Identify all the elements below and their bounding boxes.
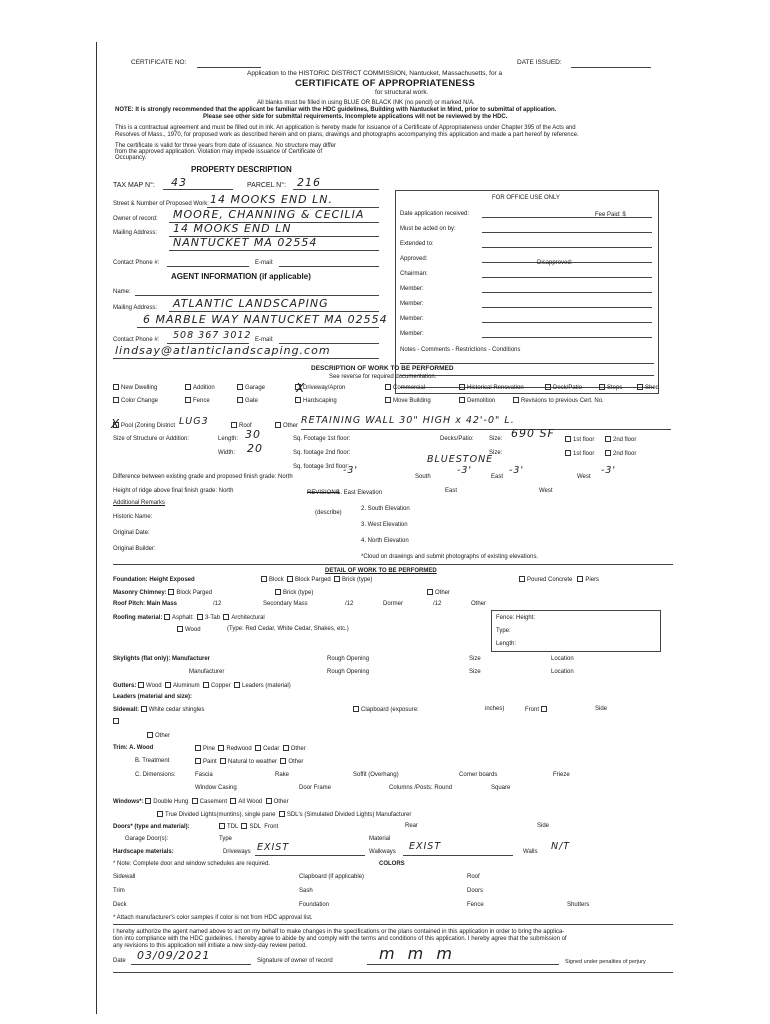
- office-row-field[interactable]: [482, 217, 652, 218]
- attach-note: * Attach manufacturer's color samples if color is not from HDC approval list.: [113, 915, 313, 921]
- color-trim: Trim: [113, 888, 125, 894]
- color-deck: Deck: [113, 902, 127, 908]
- office-row-label: Member:: [400, 331, 424, 337]
- signature-value[interactable]: m m m: [379, 944, 456, 963]
- authorization-text-1: I hereby authorize the agent named above to act on my behalf to make changes in the specifications or the plans contained in this application in order to bring the applica-: [113, 929, 565, 935]
- side-label: Side: [595, 706, 608, 712]
- mailing-value-2[interactable]: NANTUCKET MA 02554: [173, 236, 318, 249]
- ink-note: All blanks must be filled in using BLUE OR BLACK INK (no pencil) or marked N/A.: [257, 100, 475, 106]
- length-label: Length:: [218, 436, 239, 442]
- agent-email-line-2: [113, 358, 379, 359]
- garage-type: Type: [219, 836, 233, 842]
- work-type-checkbox[interactable]: Driveway/Apron: [295, 384, 345, 391]
- roofing-row: Roofing material: Asphalt: 3-Tab Architectural: [113, 615, 265, 621]
- grade-label: Difference between existing grade and proposed finish grade: North: [113, 474, 293, 480]
- secondary-per12: /12: [345, 601, 354, 607]
- color-sash: Sash: [299, 888, 313, 894]
- work-subheading: See reverse for required documentation.: [329, 374, 437, 380]
- office-row-label: Must be acted on by:: [400, 226, 456, 232]
- form-subtitle: for structural work.: [375, 89, 429, 96]
- trim-c-label: C. Dimensions:: [135, 772, 176, 778]
- original-builder-label: Original Builder:: [113, 546, 156, 552]
- schedule-note: * Note: Complete door and window schedules are required.: [113, 861, 271, 867]
- work-type-checkbox[interactable]: Historical Renovation: [459, 384, 524, 391]
- application-line: Application to the HISTORIC DISTRICT COMMISSION, Nantucket, Massachusetts, for a: [247, 70, 503, 77]
- masonry-other: Other: [427, 589, 450, 596]
- work-type-checkbox[interactable]: Revisions to previous Cert. No.: [513, 397, 604, 404]
- color-doors: Doors: [467, 888, 484, 894]
- parcel-value[interactable]: 216: [297, 176, 321, 189]
- west-elevation-label: 3. West Elevation: [361, 522, 408, 528]
- front-label: Front: [525, 706, 549, 713]
- leaders-label: Leaders (material and size):: [113, 694, 193, 700]
- size-structure-label: Size of Structure or Addition:: [113, 436, 190, 442]
- disapproved-label: Disapproved:: [537, 260, 573, 266]
- section-divider: [113, 564, 673, 565]
- office-row-field[interactable]: [482, 277, 652, 278]
- width-label: Width:: [218, 450, 236, 456]
- tax-map-label: TAX MAP N°:: [113, 182, 155, 189]
- additional-remarks-label: Additional Remarks: [113, 500, 166, 506]
- wood-type-label: (Type: Red Cedar, White Cedar, Shakes, etc.): [227, 626, 349, 632]
- application-form: [96, 42, 677, 1014]
- phone-field[interactable]: [167, 266, 249, 267]
- fence-type-label: Type:: [496, 628, 511, 634]
- doors-rear: Rear: [405, 823, 419, 829]
- office-row-label: Approved:: [400, 256, 428, 262]
- door-frame-label: Door Frame: [299, 785, 332, 791]
- driveways-label: Driveways: [223, 849, 251, 855]
- incomplete-note: Please see other side for submittal requirements. Incomplete applications will not be reviewed by the HDC.: [203, 114, 508, 120]
- sky-location-1: Location: [551, 656, 574, 662]
- trim-a-label: Trim: A. Wood: [113, 745, 154, 751]
- footer-date-value[interactable]: 03/09/2021: [137, 949, 211, 962]
- foundation-poured: Poured Concrete Piers: [519, 576, 599, 583]
- work-type-checkbox[interactable]: Color Change: [113, 397, 158, 404]
- footer-date-label: Date: [113, 958, 126, 964]
- square-label: Square: [491, 785, 511, 791]
- certificate-no-label: CERTIFICATE NO:: [131, 59, 187, 66]
- work-type-checkbox[interactable]: Move Building: [385, 397, 431, 404]
- office-row-label: Member:: [400, 316, 424, 322]
- grade-east-label: East: [491, 474, 504, 480]
- dormer-per12: /12: [433, 601, 442, 607]
- ridge-west-label: West: [539, 488, 553, 494]
- sidewall-other-check: Other: [147, 732, 170, 739]
- form-title: CERTIFICATE OF APPROPRIATENESS: [295, 78, 476, 89]
- tax-map-value[interactable]: 43: [171, 176, 187, 189]
- sky-size-2: Size: [469, 669, 481, 675]
- agent-name-label: Name:: [113, 289, 131, 295]
- garage-label: Garage Door(s):: [125, 836, 169, 842]
- agent-name-field[interactable]: [135, 295, 379, 296]
- sqft-3-label: Sq. footage 3rd floor:: [293, 464, 350, 470]
- length-value[interactable]: 30: [245, 428, 261, 441]
- contract-text-2: Resolves of Mass., 1970, for proposed work as described herein and on plans, drawings and photographs accompanying this application and made a part hereof by reference.: [115, 132, 579, 138]
- office-row-field[interactable]: [482, 307, 652, 308]
- first-floor-check: 1st floor: [565, 436, 594, 443]
- work-type-checkbox[interactable]: Gate: [237, 397, 258, 404]
- agent-mailing-line-2: [137, 327, 379, 328]
- sky-size-1: Size: [469, 656, 481, 662]
- fascia-label: Fascia: [195, 772, 213, 778]
- authorization-text-3: any revisions to this application will initiate a new sixty-day review period.: [113, 943, 308, 949]
- fence-box: [491, 610, 661, 652]
- sidewall-row: Sidewall: White cedar shingles: [113, 707, 205, 713]
- work-type-checkbox[interactable]: New Dwelling: [113, 384, 157, 391]
- mailing-value-1[interactable]: 14 MOOKS END LN: [173, 222, 292, 235]
- work-type-checkbox[interactable]: Shed: [637, 384, 659, 391]
- trim-b-options: Paint Natural to weather Other: [195, 758, 303, 765]
- secondary-label: Secondary Mass: [263, 601, 308, 607]
- roofing-wood: Wood: [177, 626, 201, 633]
- grade-north-value[interactable]: -3': [343, 465, 359, 476]
- date-issued-label: DATE ISSUED:: [517, 59, 562, 66]
- street-label: Street & Number of Proposed Work:: [113, 201, 209, 207]
- walls-value[interactable]: N/T: [551, 841, 571, 852]
- other-label: Other: [275, 422, 298, 429]
- window-casing-label: Window Casing: [195, 785, 237, 791]
- east-elevation-label: 1. East Elevation: [337, 490, 383, 496]
- grade-east-value[interactable]: -3': [509, 465, 525, 476]
- work-type-checkbox[interactable]: Hardscaping: [295, 397, 337, 404]
- contract-text-1: This is a contractual agreement and must be filled out in ink. An application is hereby made for issuance of a Certificate of Appropriateness under Chapter 395 of the Acts and: [115, 125, 576, 131]
- clapboard-check: Clapboard (exposure:: [353, 706, 419, 713]
- original-date-label: Original Date:: [113, 530, 150, 536]
- detail-heading: DETAIL OF WORK TO BE PERFORMED: [325, 568, 437, 574]
- windows-row: Windows*: Double Hung Casement All Wood Other: [113, 799, 289, 805]
- manufacturer-label: Manufacturer: [189, 669, 225, 675]
- hardscape-label: Hardscape materials:: [113, 849, 174, 855]
- grade-south-value[interactable]: -3': [457, 465, 473, 476]
- email-label: E-mail:: [255, 260, 274, 266]
- signature-line: [367, 964, 559, 965]
- footer-divider: [113, 924, 673, 925]
- dormer-label: Dormer: [383, 601, 404, 607]
- office-row-field[interactable]: [482, 292, 652, 293]
- zoning-value[interactable]: LUG3: [179, 416, 209, 427]
- date-issued-field[interactable]: [571, 67, 651, 68]
- parcel-label: PARCEL N°:: [247, 182, 286, 189]
- office-row-field[interactable]: [482, 232, 652, 233]
- sqft-1-label: Sq. Footage 1st floor:: [293, 436, 351, 442]
- work-type-checkbox[interactable]: Addition: [185, 384, 215, 391]
- rake-label: Rake: [275, 772, 290, 778]
- agent-heading: AGENT INFORMATION (if applicable): [171, 272, 311, 281]
- agent-phone-label: Contact Phone #:: [113, 337, 160, 343]
- driveways-value[interactable]: EXIST: [257, 842, 290, 853]
- mailing-line-2: [169, 250, 379, 251]
- agent-mailing-line-1: [169, 311, 379, 312]
- pool-label: Pool (Zoning District: [113, 422, 175, 429]
- phone-label: Contact Phone #:: [113, 260, 160, 266]
- deck-size-label: Size:: [489, 436, 503, 442]
- fee-label: Fee Paid: $: [595, 212, 626, 218]
- office-row-label: Member:: [400, 301, 424, 307]
- color-clapboard: Clapboard (if applicable): [299, 874, 365, 880]
- validity-text-1: The certificate is valid for three years from date of issuance. No structure may differ: [115, 143, 336, 149]
- work-heading: DESCRIPTION OF WORK TO BE PERFORMED: [311, 365, 454, 372]
- foundation-label: Foundation: Height Exposed: [113, 577, 195, 583]
- mailing-label: Mailing Address:: [113, 230, 158, 236]
- office-row-label: Extended to:: [400, 241, 434, 247]
- rough-opening-2: Rough Opening: [327, 669, 370, 675]
- fence-height-label: Fence: Height:: [496, 615, 536, 621]
- south-elevation-label: 2. South Elevation: [361, 506, 410, 512]
- agent-mailing-value-2[interactable]: 6 MARBLE WAY NANTUCKET MA 02554: [143, 313, 388, 326]
- parcel-line: [293, 189, 379, 190]
- color-fence: Fence: [467, 902, 484, 908]
- masonry-row: Masonry Chimney: Block Parged: [113, 590, 213, 596]
- tax-map-line: [163, 189, 233, 190]
- color-foundation: Foundation: [299, 902, 330, 908]
- rough-opening-1: Rough Opening: [327, 656, 370, 662]
- roof-pitch-other: Other: [471, 601, 487, 607]
- agent-phone-value[interactable]: 508 367 3012: [173, 330, 252, 341]
- color-roof: Roof: [467, 874, 480, 880]
- corner-label: Corner boards: [459, 772, 498, 778]
- agent-email-value[interactable]: lindsay@atlanticlandscaping.com: [115, 344, 331, 357]
- office-row-field[interactable]: [482, 337, 652, 338]
- ridge-east-label: East: [445, 488, 458, 494]
- size-label-2: Size:: [489, 450, 503, 456]
- pool-check-mark: X: [111, 417, 121, 431]
- work-type-checkbox[interactable]: Steps: [599, 384, 622, 391]
- grade-south-label: South: [415, 474, 431, 480]
- perjury-note: Signed under penalties of perjury: [565, 959, 646, 965]
- office-row-label: Chairman:: [400, 271, 428, 277]
- work-type-checkbox[interactable]: Fence: [185, 397, 210, 404]
- street-value[interactable]: 14 MOOKS END LN.: [210, 193, 333, 206]
- work-type-checkbox[interactable]: Demolition: [459, 397, 495, 404]
- walkways-value[interactable]: EXIST: [409, 841, 442, 852]
- agent-mailing-label: Mailing Address:: [113, 305, 158, 311]
- masonry-brick: Brick (type): [275, 589, 313, 596]
- width-value[interactable]: 20: [247, 442, 263, 455]
- trim-a-options: Pine Redwood Cedar Other: [195, 745, 306, 752]
- authorization-text-2: tion into compliance with the HDC guidelines. I hereby agree to abide by and comply with the terms and conditions of this application. I hereby agree that the submission of: [113, 936, 567, 942]
- gutters-row: Gutters: Wood Aluminum Copper Leaders (material): [113, 683, 291, 689]
- ridge-label: Height of ridge above final finish grade: North: [113, 488, 234, 494]
- signature-label: Signature of owner of record: [257, 958, 333, 964]
- agent-mailing-value-1[interactable]: ATLANTIC LANDSCAPING: [173, 297, 329, 310]
- validity-text-2: from the approved application. Violation may impede issuance of Certificate of: [115, 149, 323, 155]
- doors-label: Doors* (type and material):: [113, 824, 190, 830]
- frieze-label: Frieze: [553, 772, 570, 778]
- soffit-label: Soffit (Overhang): [353, 772, 399, 778]
- fence-length-label: Length:: [496, 641, 517, 647]
- columns-label: Columns /Posts: Round: [389, 785, 453, 791]
- color-sidewall: Sidewall: [113, 874, 136, 880]
- foundation-block: Block Block Parged Brick (type): [261, 576, 372, 583]
- work-type-checkbox[interactable]: Deck/Patio: [545, 384, 582, 391]
- walkways-label: Walkways: [369, 849, 396, 855]
- office-row-label: Member:: [400, 286, 424, 292]
- deck-size-value[interactable]: 690 SF: [511, 427, 555, 440]
- owner-value[interactable]: MOORE, CHANNING & CECILIA: [173, 208, 365, 221]
- validity-text-3: Occupancy.: [115, 155, 147, 161]
- main-per12: /12: [213, 601, 222, 607]
- notes-label: Notes - Comments - Restrictions - Conditions: [400, 347, 521, 353]
- garage-material: Material: [369, 836, 391, 842]
- footer-date-line: [131, 964, 251, 965]
- cloud-note: *Cloud on drawings and submit photographs of existing elevations.: [361, 554, 539, 560]
- walls-label: Walls: [523, 849, 538, 855]
- sidewall-extra-check: [113, 718, 121, 725]
- grade-west-label: West: [577, 474, 591, 480]
- roof-pitch-row: Roof Pitch: Main Mass: [113, 601, 178, 607]
- other-value[interactable]: RETAINING WALL 30" HIGH x 42'-0" L.: [301, 415, 515, 426]
- guidelines-note: NOTE: It is strongly recommended that the applicant be familiar with the HDC guidelines, Building with Nantucket in Mind, prior to submittal of application.: [115, 107, 557, 113]
- doors-side: Side: [537, 823, 550, 829]
- bluestone-value[interactable]: BLUESTONE: [427, 454, 494, 465]
- office-use-box: [395, 190, 659, 394]
- office-row-label: Date application received:: [400, 211, 470, 217]
- north-elevation-label: 4. North Elevation: [361, 538, 409, 544]
- second-floor-check: 2nd floor: [605, 436, 636, 443]
- agent-email-label: E-mail:: [255, 337, 274, 343]
- windows-tdl: True Divided Lights(muntins), single pane SDL's (Simulated Divided Lights) Manufacturer: [157, 811, 411, 818]
- walkways-line: [403, 855, 513, 856]
- owner-label: Owner of record:: [113, 216, 158, 222]
- sqft-2-label: Sq. footage 2nd floor:: [293, 450, 351, 456]
- inches-label: inches): [485, 706, 505, 712]
- email-field[interactable]: [279, 266, 379, 267]
- certificate-no-field[interactable]: [197, 67, 261, 68]
- driveways-line: [255, 855, 365, 856]
- roof-label: Roof: [231, 422, 252, 429]
- first-floor-check-2: 1st floor: [565, 450, 594, 457]
- work-type-checkbox[interactable]: Garage: [237, 384, 265, 391]
- other-line: [301, 429, 671, 430]
- doors-options: TDL SDL Front: [219, 823, 278, 830]
- bottom-rule: [113, 972, 673, 973]
- skylights-label: Skylights (flat only): Manufacturer: [113, 656, 211, 662]
- describe-label: (describe): [315, 510, 342, 516]
- decks-label: Decks/Patio:: [440, 436, 474, 442]
- office-row-field[interactable]: [482, 247, 652, 248]
- historic-name-label: Historic Name:: [113, 514, 153, 520]
- color-shutters: Shutters: [567, 902, 590, 908]
- office-row-field[interactable]: [482, 322, 652, 323]
- grade-west-value[interactable]: -3': [601, 465, 617, 476]
- office-heading: FOR OFFICE USE ONLY: [492, 195, 560, 201]
- hardscaping-check-mark: X: [296, 381, 306, 395]
- colors-heading: COLORS: [379, 861, 405, 867]
- second-floor-check-2: 2nd floor: [605, 450, 636, 457]
- trim-b-label: B. Treatment: [135, 758, 170, 764]
- revisions-label: REVISIONS: [307, 490, 340, 496]
- sky-location-2: Location: [551, 669, 574, 675]
- property-heading: PROPERTY DESCRIPTION: [191, 165, 292, 174]
- work-type-checkbox[interactable]: Commercial: [385, 384, 425, 391]
